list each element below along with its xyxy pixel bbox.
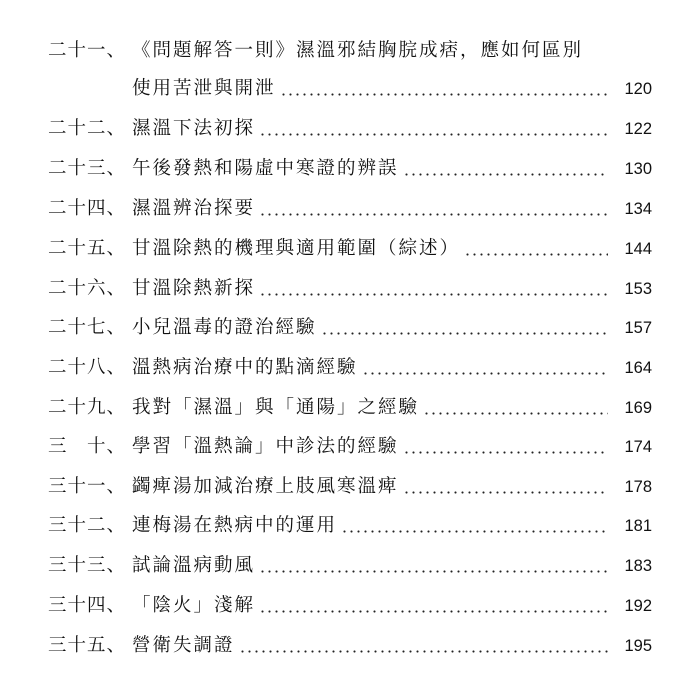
toc-entry-page-number: 178 bbox=[624, 478, 652, 496]
dot-leader bbox=[259, 213, 608, 216]
toc-entry-number: 二十一、 bbox=[48, 40, 127, 61]
toc-entry bbox=[48, 232, 652, 266]
toc-entry bbox=[48, 470, 652, 504]
toc-entry-page-number: 153 bbox=[624, 280, 652, 298]
toc-entry-title: 甘溫除熱的機理與適用範圍（綜述） bbox=[132, 238, 461, 259]
toc-entry-title: 學習「溫熱論」中診法的經驗 bbox=[132, 436, 399, 457]
toc-entry-title: 連梅湯在熱病中的運用 bbox=[132, 515, 338, 536]
toc-entry bbox=[48, 430, 652, 464]
dot-leader bbox=[280, 93, 608, 96]
toc-entry-title: 溫熱病治療中的點滴經驗 bbox=[132, 357, 358, 378]
toc-entry-title: 甘溫除熱新探 bbox=[132, 278, 256, 299]
dot-leader bbox=[464, 253, 608, 256]
toc-entry bbox=[48, 311, 652, 345]
toc-entry-line bbox=[132, 72, 652, 106]
toc-entry-number: 二十七、 bbox=[48, 317, 127, 338]
toc-entry-title: 試論溫病動風 bbox=[132, 555, 256, 576]
toc-entry-page-number: 195 bbox=[624, 637, 652, 655]
toc-entry-number: 二十六、 bbox=[48, 278, 127, 299]
toc-entry-page-number: 164 bbox=[624, 359, 652, 377]
toc-entry bbox=[48, 152, 652, 186]
toc-entry-page-number: 122 bbox=[624, 120, 652, 138]
toc-entry-page-number: 169 bbox=[624, 399, 652, 417]
toc-entry-title-continued: 使用苦泄與開泄 bbox=[132, 78, 276, 99]
toc-entry-title: 濕溫下法初探 bbox=[132, 118, 256, 139]
dot-leader bbox=[362, 372, 608, 375]
toc-entry-page-number: 183 bbox=[624, 557, 652, 575]
toc-entry-number: 三十一、 bbox=[48, 476, 127, 497]
toc-entry-title: 午後發熱和陽虛中寒證的辨誤 bbox=[132, 158, 399, 179]
toc-entry-title: 小兒溫毒的證治經驗 bbox=[132, 317, 317, 338]
dot-leader bbox=[341, 530, 608, 533]
toc-entry-page-number: 144 bbox=[624, 240, 652, 258]
toc-entry-page-number: 181 bbox=[624, 517, 652, 535]
toc-entry bbox=[48, 589, 652, 623]
toc-entry bbox=[48, 192, 652, 226]
toc-entry bbox=[48, 34, 652, 106]
dot-leader bbox=[239, 650, 608, 653]
toc-entry-number: 三十三、 bbox=[48, 555, 127, 576]
dot-leader bbox=[259, 133, 608, 136]
toc-entry-page-number: 192 bbox=[624, 597, 652, 615]
dot-leader bbox=[403, 491, 608, 494]
toc-entry-page-number: 130 bbox=[624, 160, 652, 178]
toc-entry-title: 營衛失調證 bbox=[132, 635, 235, 656]
toc-entry-title: 「陰火」淺解 bbox=[132, 595, 256, 616]
toc-entry-number: 二十五、 bbox=[48, 238, 127, 259]
toc-entry-number: 三十四、 bbox=[48, 595, 127, 616]
toc-entry-number: 三十二、 bbox=[48, 515, 127, 536]
toc-entry bbox=[48, 549, 652, 583]
toc-entry-number: 二十三、 bbox=[48, 158, 127, 179]
dot-leader bbox=[403, 173, 608, 176]
dot-leader bbox=[321, 332, 608, 335]
toc-entry-number: 二十四、 bbox=[48, 198, 127, 219]
toc-entry-title: 《問題解答一則》濕溫邪結胸脘成痞，應如何區別 bbox=[132, 40, 584, 61]
toc-entry bbox=[48, 391, 652, 425]
toc-entry-title: 我對「濕溫」與「通陽」之經驗 bbox=[132, 397, 420, 418]
dot-leader bbox=[259, 610, 608, 613]
toc-entry bbox=[48, 112, 652, 146]
toc-entry-number: 三十五、 bbox=[48, 635, 127, 656]
dot-leader bbox=[259, 570, 608, 573]
toc-entry bbox=[48, 272, 652, 306]
dot-leader bbox=[423, 412, 608, 415]
toc-entry-number: 二十二、 bbox=[48, 118, 127, 139]
toc-entry-title: 蠲痺湯加減治療上肢風寒溫痺 bbox=[132, 476, 399, 497]
toc-entry-page-number: 157 bbox=[624, 319, 652, 337]
toc-entry bbox=[48, 629, 652, 663]
dot-leader bbox=[259, 293, 608, 296]
toc-entry-page-number: 120 bbox=[624, 80, 652, 98]
toc-entry-page-number: 134 bbox=[624, 200, 652, 218]
toc-entry-title: 濕溫辨治探要 bbox=[132, 198, 256, 219]
toc-entry bbox=[48, 509, 652, 543]
toc-entry bbox=[48, 351, 652, 385]
toc-entry-number: 三 十、 bbox=[48, 436, 127, 457]
toc-entry-number: 二十九、 bbox=[48, 397, 127, 418]
toc-entry-page-number: 174 bbox=[624, 438, 652, 456]
toc-entry-line bbox=[48, 34, 652, 68]
toc-entry-number: 二十八、 bbox=[48, 357, 127, 378]
dot-leader bbox=[403, 451, 608, 454]
